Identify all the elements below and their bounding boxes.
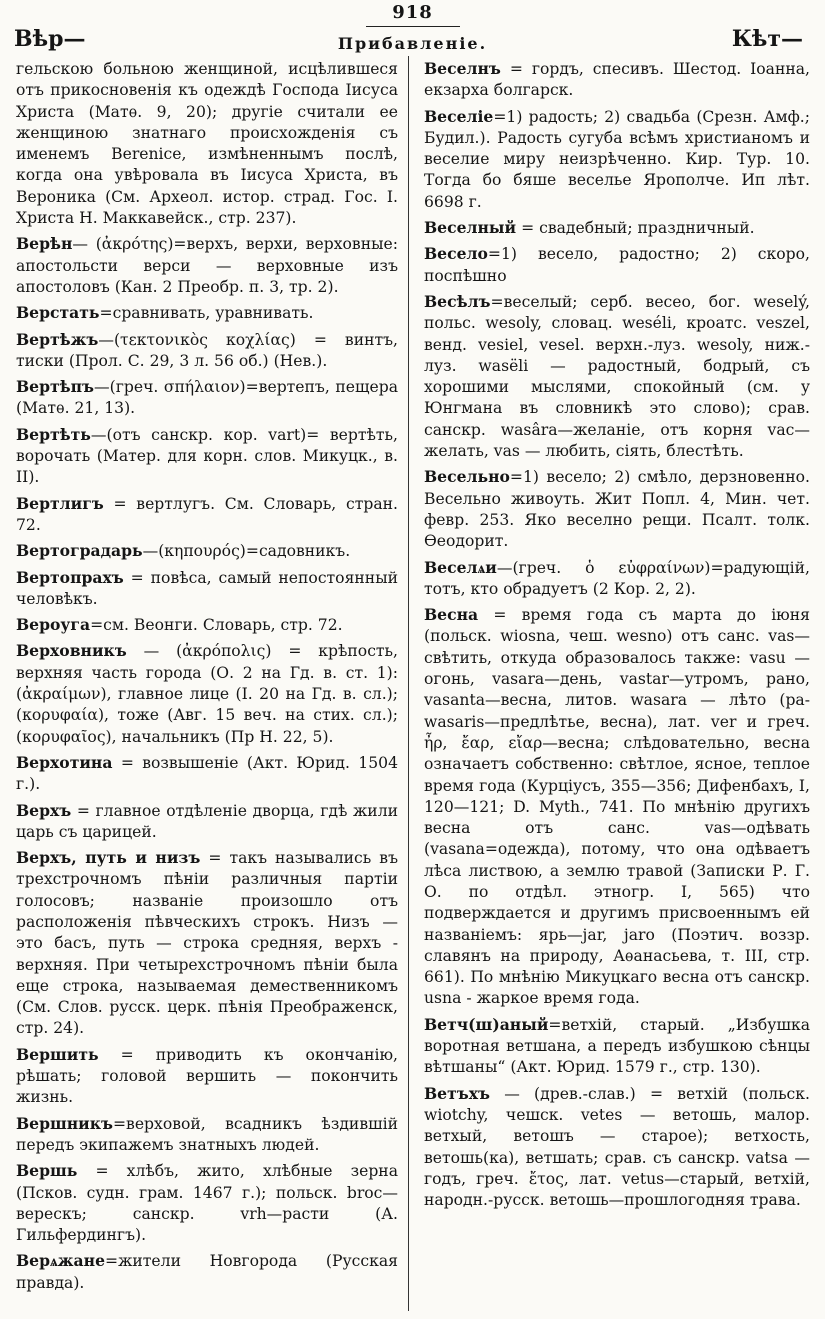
definition: =1) весело, радостно; 2) скоро, поспѣшно (424, 245, 810, 285)
headword: Веселнъ (424, 59, 501, 78)
dictionary-entry (16, 567, 398, 611)
dictionary-entry (16, 847, 398, 1040)
right-column (424, 58, 810, 1215)
headword: Верхъ (16, 800, 72, 820)
headword: Весѣлъ (424, 291, 491, 311)
dictionary-entry: гельскою больною женщиной, исцѣлившеся отъ прикосновенія къ одеждѣ Господа Іисуса Христа (Матѳ. 9, 20); другіе считали ее женщиною знатнаго происхожденія съ именемъ Berenice, измѣненнымъ послѣ, когда она увѣровала въ Іисуса Христа, въ Вероника (См. Археол. истор. страд. Гос. І. Христа Н. Маккавейск., стр. 237). (16, 60, 398, 228)
definition: = гордъ, спесивъ. Шестод. Іоанна, екзарха болгарск. (424, 60, 810, 100)
dictionary-entry (16, 493, 398, 537)
page-number-rule (366, 26, 460, 27)
dictionary-entry (16, 540, 398, 562)
left-guide-word: Вѣр— (14, 26, 86, 52)
dictionary-entry (16, 376, 398, 420)
dictionary-entry (16, 302, 398, 324)
dictionary-entry (16, 1250, 398, 1294)
headword: Весельно (424, 467, 510, 487)
dictionary-entry (16, 424, 398, 489)
definition: =сравнивать, уравнивать. (99, 304, 314, 323)
dictionary-entry (424, 291, 810, 462)
dictionary-entry (16, 1044, 398, 1109)
headword: Вершникъ (16, 1113, 113, 1133)
headword: Вертопрахъ (16, 567, 124, 587)
definition: =жители Новгорода (Русская правда). (16, 1252, 398, 1292)
dictionary-entry (424, 243, 810, 287)
definition: =см. Веонги. Словарь, стр. 72. (90, 616, 343, 635)
headword: Верхотина (16, 752, 113, 772)
headword: Верѧжане (16, 1251, 105, 1271)
definition: — (ἀκρόπολις) = крѣпость, верхняя часть города (О. 2 на Гд. в. ст. 1): (ἀκραίμων), главное лице (І. 20 на Гд. в. сл.); (κορυφαία), тоже (Авг. 15 веч. на стих. сл.); (κορυφαῖος), начальникъ (Пр Н. 22, 5). (16, 642, 398, 746)
dictionary-entry (16, 752, 398, 796)
dictionary-entry (424, 106, 810, 213)
headword: Вертлигъ (16, 493, 104, 513)
left-column (16, 58, 398, 1298)
dictionary-entry (16, 1160, 398, 1246)
definition: = главное отдѣленіе дворца, гдѣ жили царь съ царицей. (16, 801, 398, 841)
definition: = такъ назывались въ трехстрочномъ пѣніи различныя партіи голосовъ; названіе произошло отъ расположенія пѣвческихъ строкъ. Низъ — это басъ, путь — строка средняя, верхъ - верхняя. При четырехстрочномъ пѣніи была еще строка, называемая демественникомъ (См. Слов. русск. церк. пѣнія Преображенск, стр. 24). (16, 849, 398, 1038)
headword: Вершь (16, 1161, 78, 1181)
headword: Вероуга (16, 615, 91, 635)
headword: Верѣн (16, 234, 73, 254)
definition: = приводить къ окончанію, рѣшать; головой вершить — покончить жизнь. (16, 1045, 398, 1107)
headword: Вершить (16, 1044, 99, 1064)
dictionary-entry (424, 557, 810, 601)
definition: — (древ.-слав.) = ветхій (польск. wiotchy, чешск. vetes — ветошь, малор. ветхый, ветошъ — старое); ветхость, ветошь(ка), ветшать; срав. съ санскр. vatsa — годъ, греч. ἔτος, лат. vetus—старый, ветхій, народн.-русск. ветошь—прошлогодняя трава. (424, 1084, 810, 1210)
definition: = хлѣбъ, жито, хлѣбные зерна (Псков. судн. грам. 1467 г.); польск. brос—верескъ; санскр. vrh—расти (А. Гильфердингъ). (16, 1162, 398, 1245)
dictionary-entry (424, 58, 810, 102)
headword: Верховникъ (16, 641, 127, 661)
definition: = повѣса, самый непостоянный человѣкъ. (16, 568, 398, 608)
definition: —(греч. ὁ εὐφραίνων)=радующій, тотъ, кто обрадуетъ (2 Кор. 2, 2). (424, 558, 810, 598)
dictionary-entry (16, 233, 398, 298)
headword: Веселный (424, 218, 517, 238)
definition: = время года съ марта до іюня (польск. wiosna, чеш. wesno) отъ санс. vas—свѣтить, откуда образовалось также: vasu — огонь, vasara—день, vastar—утромъ, рано, vasanta—весна, литов. wasara — лѣто (pa-wasaris—предлѣтье, весна), лат. ver и греч. ἦρ, ἔαρ, εἴαρ—весна; слѣдовательно, весна означаетъ собственно: свѣтлое, ясное, теплое время года (Курціусъ, 355—356; Дифенбахъ, I, 120—121; D. Myth., 741. По мнѣнію другихъ весна отъ санс. vas—одѣвать (vasana=одежда), потому, что она одѣваетъ лѣса листвою, а землю травой (Записки Р. Г. О. по отдѣл. этногр. I, 565) что подверждается и другимъ присвоеннымъ ей названіемъ: ярь—jar, jaro (Поэтич. воззр. славянъ на природу, Аѳанасьева, т. III, стр. 661). По мнѣнію Микуцкаго весна отъ санскр. usna - жаркое время года. (424, 606, 810, 1008)
definition: = свадебный; праздничный. (516, 219, 755, 238)
right-guide-word: Кѣт— (731, 26, 803, 52)
headword: Вертѣпъ (16, 377, 95, 397)
headword: Ветч(ш)аный (424, 1014, 549, 1034)
headword: Ветъхъ (424, 1083, 490, 1103)
column-divider (408, 56, 409, 1311)
headword: Вертѣжъ (16, 329, 99, 349)
dictionary-entry (16, 614, 398, 636)
definition: — (ἀκρότης)=верхъ, верхи, верховные: апостольсти верси — верховные изъ апостоловъ (Кан. 2 Преобр. п. 3, тр. 2). (16, 235, 398, 296)
definition: =ветхій, старый. „Избушка воротная ветшана, а передъ избушкою сѣнцы вѣтшаны“ (Акт. Юрид. 1579 г., стр. 130). (424, 1015, 810, 1077)
dictionary-entry (424, 604, 810, 1010)
dictionary-entry (16, 800, 398, 844)
definition: =1) радость; 2) свадьба (Срезн. Амф.; Будил.). Радость сугуба всѣмъ христианомъ и веселие миру неизрѣченно. Кир. Тур. 10. Тогда бо бяше веселье Ярополче. Ип лѣт. 6698 г. (424, 107, 810, 211)
dictionary-entry (16, 1113, 398, 1157)
dictionary-entry (424, 1014, 810, 1079)
definition: =1) весело; 2) смѣло, дерзновенно. Весельно живоуть. Жит Попл. 4, Мин. чет. февр. 253. Яко веселно рещи. Псалт. толк. Ѳеодорит. (424, 468, 810, 551)
dictionary-entry (424, 217, 810, 239)
definition: =верховой, всадникъ ѣздившій передъ экипажемъ знатныхъ людей. (16, 1114, 398, 1154)
headword: Вертоградарь (16, 541, 143, 561)
page-header (14, 0, 811, 54)
dictionary-entry (16, 640, 398, 747)
definition: —(отъ санскр. кор. vart)= вертѣть, ворочать (Матер. для корн. слов. Микуцк., в. II). (16, 425, 398, 487)
headword: Верхъ, путь и низъ (16, 848, 201, 868)
section-title: Прибавленіе. (337, 34, 488, 53)
headword: Весна (424, 605, 479, 625)
page-number: 918 (392, 2, 433, 23)
headword: Весело (424, 244, 488, 264)
headword: Веселѧи (424, 557, 497, 577)
definition: —(κηπουρός)=садовникъ. (142, 542, 351, 561)
dictionary-entry (424, 466, 810, 552)
definition: =веселый; серб. весео, бог. weselý, польс. wesoly, словац. weséli, кроатс. veszel, венд. vesiel, vesel. верхн.-луз. wesoly, ниж.-луз. wasëli — радостный, бодрый, съ хорошими мыслями, спокойный (см. у Юнгмана въ словникѣ это слово); срав. санскр. wasâra—желаніе, отъ корня vас—желать, vаs — любить, сіять, блестѣть. (424, 292, 810, 461)
headword: Веселіе (424, 106, 494, 126)
definition: = вертлугъ. См. Словарь, стран. 72. (16, 494, 398, 534)
headword: Вертѣть (16, 424, 91, 444)
definition: —(τεκτονικὸς κοχλίας) = винтъ, тиски (Прол. С. 29, 3 л. 56 об.) (Нев.). (16, 330, 398, 370)
definition: —(греч. σπήλαιον)=вертепъ, пещера (Матѳ. 21, 13). (16, 378, 398, 418)
dictionary-entry (16, 329, 398, 373)
dictionary-entry (424, 1083, 810, 1212)
headword: Верстать (16, 303, 100, 323)
definition: = возвышеніе (Акт. Юрид. 1504 г.). (16, 753, 398, 794)
